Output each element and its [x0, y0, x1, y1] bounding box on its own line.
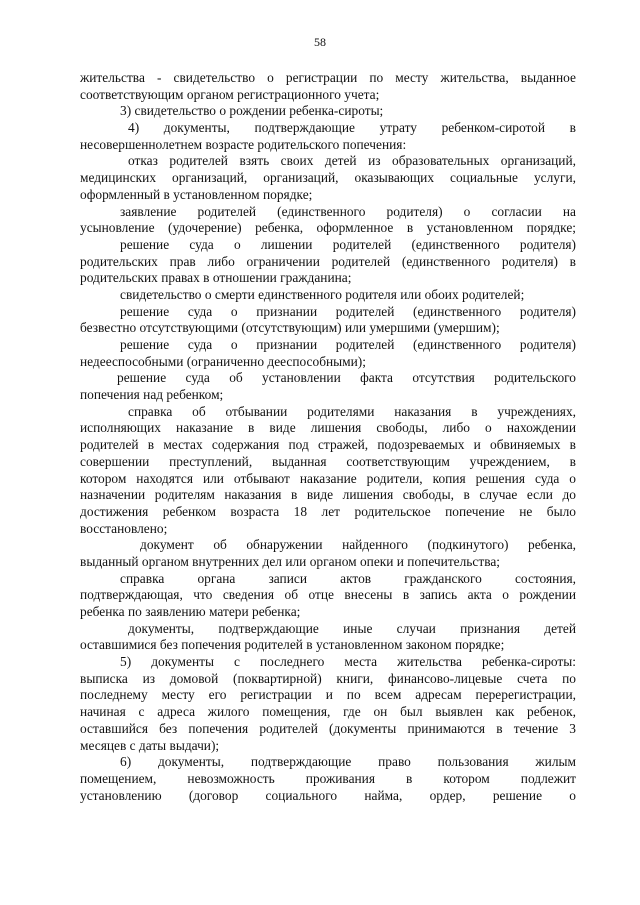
text-line: восстановлено; [80, 520, 168, 536]
text-line: котором находятся или отбывают наказание родители, копия решения суда о [80, 470, 576, 486]
text-line: родителей в местах содержания под стражей, подозреваемых и обвиняемых в [80, 437, 576, 453]
document-body [80, 70, 576, 804]
text-line: 6) документы, подтверждающие право пользования жилым [120, 754, 576, 770]
text-line: выписка из домовой (поквартирной) книги, финансово-лицевые счета по [80, 670, 576, 686]
text-line: назначении родителям наказания в виде лишения свободы, в случае если до [80, 487, 576, 503]
text-line: решение суда о признании родителей (единственного родителя) [120, 337, 576, 352]
text-line: решение суда об установлении факта отсутствия родительского [117, 370, 576, 386]
text-line: подтверждающая, что сведения об отце внесены в запись акта о рождении [80, 587, 576, 603]
page-number: 58 [314, 35, 326, 49]
text-line: последнему месту его регистрации и по всем адресам перерегистрации, [80, 687, 576, 703]
text-line: безвестно отсутствующими (отсутствующим) или умершими (умершим); [80, 320, 500, 336]
text-line: справка об отбывании родителями наказания в учреждениях, [128, 403, 576, 419]
text-line: родительских правах в отношении гражданина; [80, 270, 352, 286]
text-line: родительских прав либо ограничении родителей (единственного родителя) в [80, 253, 576, 269]
text-line: оформленный в установленном порядке; [80, 186, 313, 202]
text-line: установлению (договор социального найма, ордер, решение о [80, 787, 576, 803]
text-line: помещением, невозможность проживания в котором подлежит [80, 770, 576, 786]
text-line: медицинских организаций, организаций, оказывающих социальные услуги, [80, 170, 576, 186]
text-line: соответствующим органом регистрационного учета; [80, 86, 380, 102]
text-line: документы, подтверждающие иные случаи признания детей [128, 620, 576, 636]
text-line: отказ родителей взять своих детей из образовательных организаций, [128, 153, 576, 169]
text-line: несовершеннолетнем возрасте родительского попечения: [80, 136, 407, 152]
text-line: оставшийся без попечения родителей (документы принимаются в течение 3 [80, 720, 576, 736]
text-line: усыновление (удочерение) ребенка, оформленное в установленном порядке; [80, 220, 576, 236]
text-line: 4) документы, подтверждающие утрату ребенком-сиротой в [128, 120, 576, 136]
text-line: совершении преступлений, выданная соответствующим учреждением, в [80, 453, 576, 469]
text-line: попечения над ребенком; [80, 387, 224, 403]
text-line: начиная с адреса жилого помещения, где он был выявлен как ребенок, [80, 704, 576, 720]
text-line: исполняющих наказание в виде лишения свободы, либо о нахождении [80, 420, 576, 436]
text-line: заявление родителей (единственного родителя) о согласии на [120, 203, 576, 219]
text-line: 5) документы с последнего места жительства ребенка-сироты: [120, 654, 576, 670]
text-line: оставшимися без попечения родителей в установленном законом порядке; [80, 637, 505, 653]
text-line: жительства - свидетельство о регистрации по месту жительства, выданное [80, 70, 576, 85]
text-line: недееспособными (ограниченно дееспособными); [80, 353, 366, 369]
text-line: справка органа записи актов гражданского состояния, [120, 570, 576, 586]
text-line: свидетельство о смерти единственного родителя или обоих родителей; [120, 286, 525, 302]
text-line: достижения ребенком возраста 18 лет родительское попечение не было [80, 503, 576, 519]
text-line: 3) свидетельство о рождении ребенка-сироты; [120, 103, 384, 119]
text-line: выданный органом внутренних дел или органом опеки и попечительства; [80, 553, 501, 569]
text-line: ребенка по заявлению матери ребенка; [80, 604, 301, 619]
text-line: решение суда о признании родителей (единственного родителя) [120, 303, 576, 319]
text-line: решение суда о лишении родителей (единственного родителя) [120, 236, 576, 252]
text-line: документ об обнаружении найденного (подкинутого) ребенка, [140, 537, 576, 553]
text-line: месяцев с даты выдачи); [80, 737, 220, 753]
